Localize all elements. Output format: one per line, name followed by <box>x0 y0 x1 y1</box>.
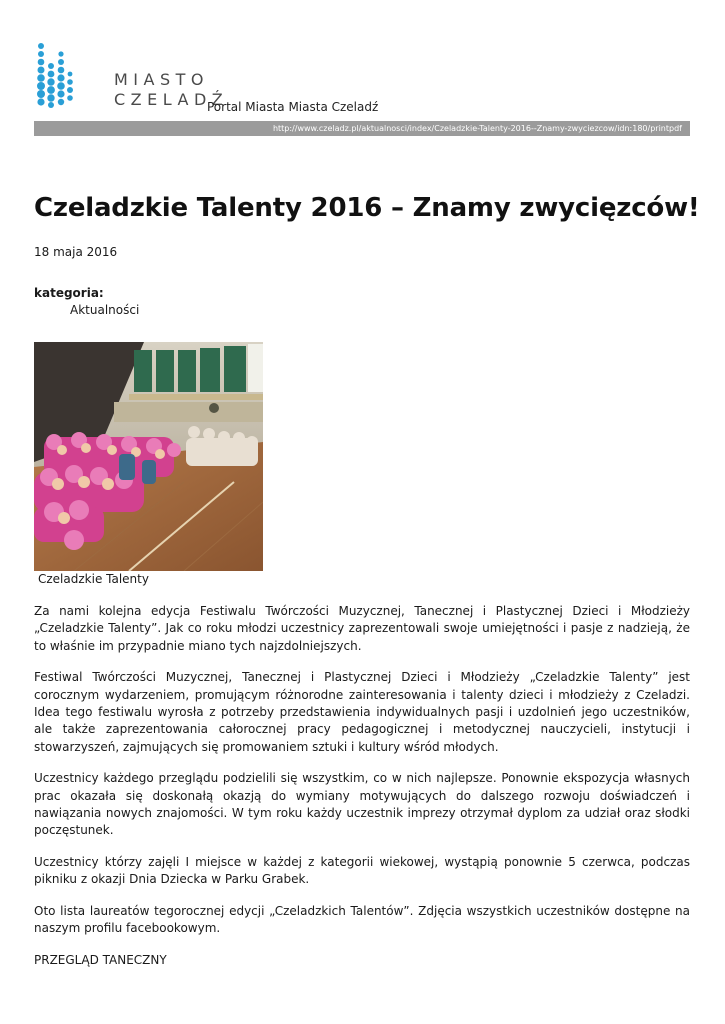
article-body <box>34 603 690 983</box>
article-title: Czeladzkie Talenty 2016 – Znamy zwycięzców! <box>34 193 700 223</box>
paragraph: Za nami kolejna edycja Festiwalu Twórczości Muzycznej, Tanecznej i Plastycznej Dzieci i Młodzieży „Czeladzkie Talenty”. Jak co roku młodzi uczestnicy zaprezentowali swoje umiejętności i pasje z nadzieją, że to właśnie im przypadnie miano tych najzdolniejszych. <box>34 604 690 653</box>
portal-title: Portal Miasta Miasta Czeladź <box>207 100 379 114</box>
article-date: 18 maja 2016 <box>34 245 118 259</box>
city-logo[interactable] <box>36 40 229 112</box>
section-heading: PRZEGLĄD TANECZNY <box>34 952 167 967</box>
photo-illustration <box>34 342 263 571</box>
image-caption: Czeladzkie Talenty <box>38 572 149 586</box>
category-label: kategoria: <box>34 286 104 300</box>
article-photo <box>34 342 263 571</box>
logo-dots-icon <box>36 40 76 112</box>
paragraph: Festiwal Twórczości Muzycznej, Tanecznej i Plastycznej Dzieci i Młodzieży „Czeladzkie Talenty” jest corocznym wydarzeniem, promującym różnorodne zainteresowania i talenty dzieci i młodzieży z Czeladzi. Idea tego festiwalu wyrosła z potrzeby przedstawienia indywidualnych pasji i uzdolnień jego uczestników, ale także zaprezentowania całorocznej pracy pedagogicznej i metodycznej nauczycieli, instytucji i stowarzyszeń, zajmujących się promowaniem sztuki i kultury wśród młodych. <box>34 670 690 754</box>
category-value[interactable]: Aktualności <box>70 303 140 317</box>
paragraph: Uczestnicy każdego przeglądu podzielili się wszystkim, co w nich najlepsze. Ponownie ekspozycja własnych prac okazała się doskonałą okazją do wymiany motywujących do dalszego rozwoju doświadczeń i nawiązania nowych znajomości. W tym roku każdy uczestnik imprezy otrzymał dyplom za udział oraz słodki poczęstunek. <box>34 771 690 838</box>
paragraph: Oto lista laureatów tegorocznej edycji „Czeladzkich Talentów”. Zdjęcia wszystkich uczestników dostępne na naszym profilu facebookowym. <box>34 903 690 936</box>
logo-word-top: MIASTO <box>114 70 209 89</box>
logo-word-bottom: CZELADŹ <box>114 90 229 109</box>
url-bar <box>34 121 690 136</box>
page-url[interactable]: http://www.czeladz.pl/aktualnosci/index/Czeladzkie-Talenty-2016--Znamy-zwyciezcow/idn:180/printpdf <box>272 124 682 133</box>
paragraph: Uczestnicy którzy zajęli I miejsce w każdej z kategorii wiekowej, wystąpią ponownie 5 czerwca, podczas pikniku z okazji Dnia Dziecka w Parku Grabek. <box>34 854 690 887</box>
